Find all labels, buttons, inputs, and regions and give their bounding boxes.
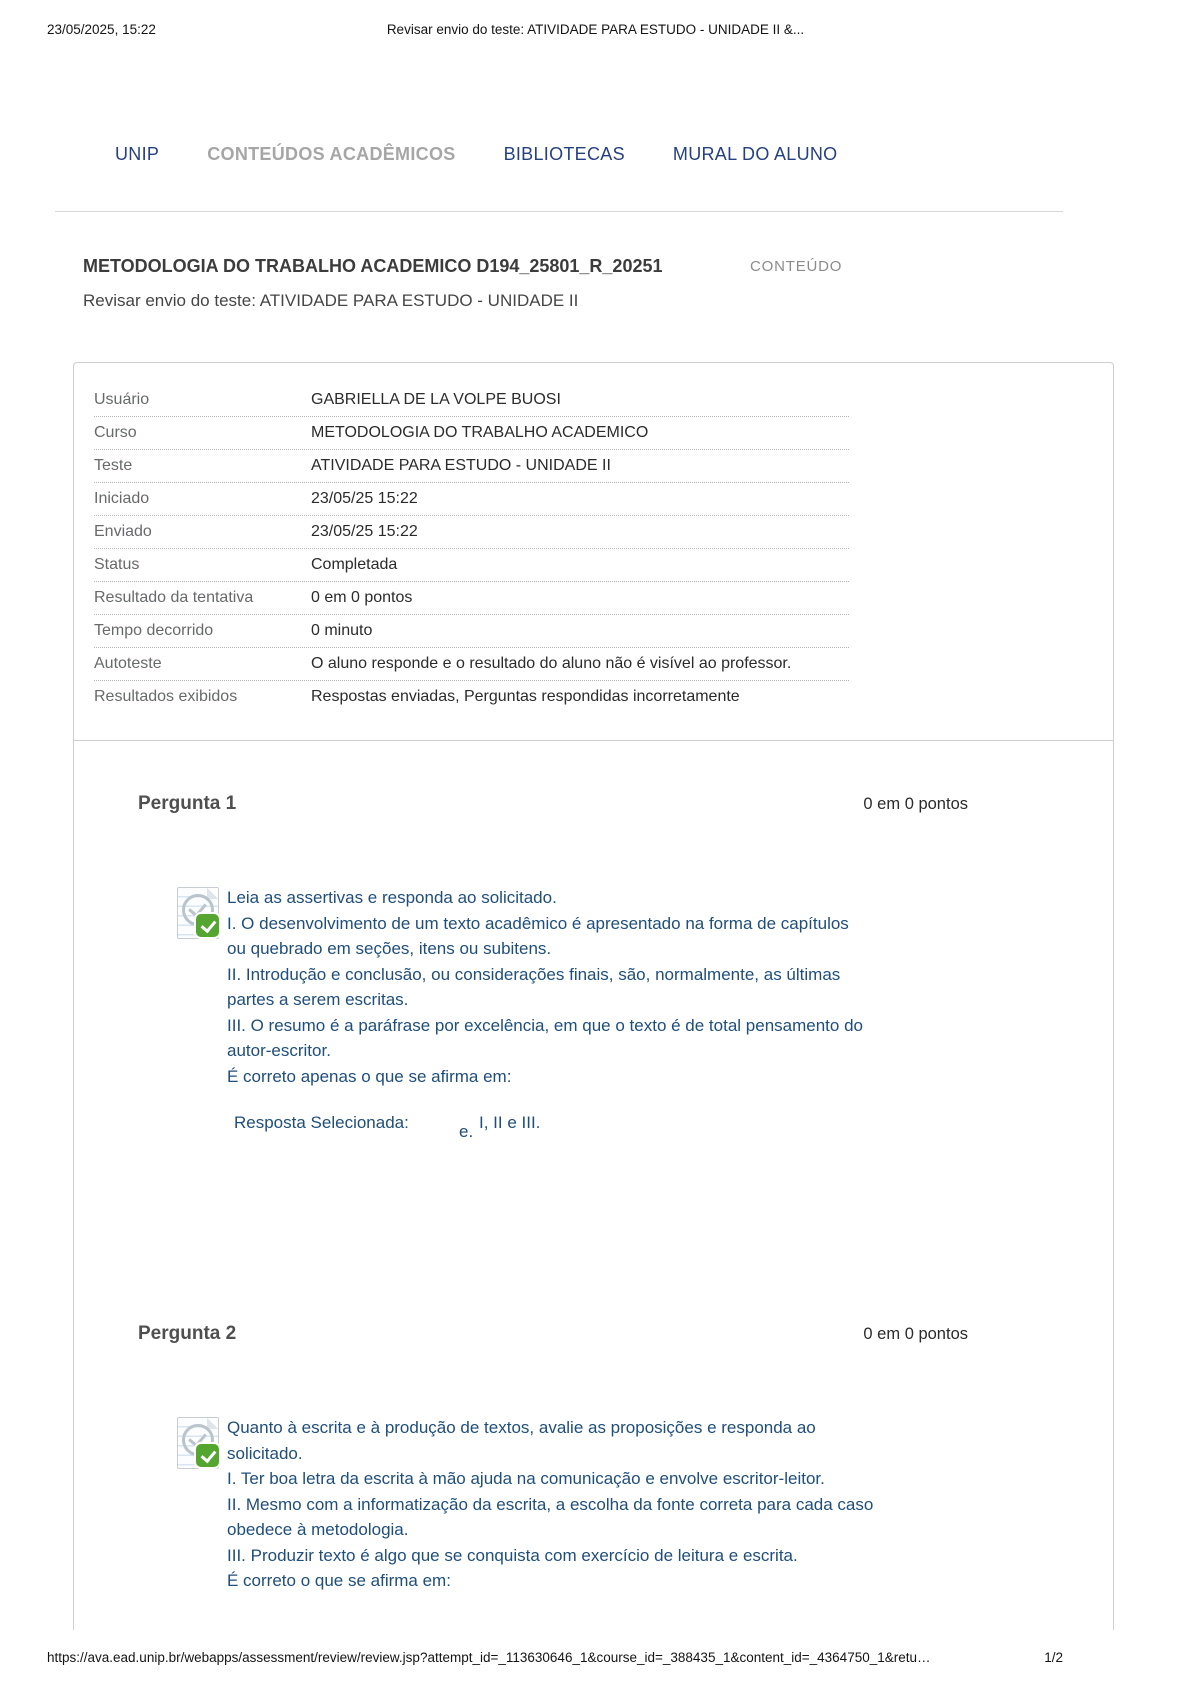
question-text-line: I. Ter boa letra da escrita à mão ajuda na comunicação e envolve escritor-leitor. — [227, 1469, 825, 1488]
info-value: GABRIELLA DE LA VOLPE BUOSI — [311, 391, 561, 408]
question-1-body — [177, 885, 957, 1089]
header-divider — [55, 211, 1063, 212]
submission-info-table — [74, 363, 1113, 741]
question-text-line: partes a serem escritas. — [227, 990, 409, 1009]
info-label: Curso — [94, 424, 137, 441]
question-text-line: ou quebrado em seções, itens ou subitens. — [227, 939, 552, 958]
question-text-line: Quanto à escrita e à produção de textos, avalie as proposições e responda ao — [227, 1418, 816, 1437]
info-label: Resultados exibidos — [94, 688, 238, 705]
review-panel — [73, 362, 1114, 1630]
info-label: Teste — [94, 457, 133, 474]
content-breadcrumb-label: CONTEÚDO — [750, 258, 843, 275]
info-label: Status — [94, 556, 140, 573]
course-title: METODOLOGIA DO TRABALHO ACADEMICO D194_25801_R_20251 — [83, 256, 663, 276]
info-value: 23/05/25 15:22 — [311, 523, 418, 540]
question-2-header — [74, 1323, 1113, 1345]
answer-label: Resposta Selecionada: — [234, 1113, 409, 1132]
question-text-line: autor-escritor. — [227, 1041, 331, 1060]
info-row-iniciado — [94, 483, 849, 516]
question-text-line: obedece à metodologia. — [227, 1520, 409, 1539]
info-row-tempo — [94, 615, 849, 648]
info-row-resultados-exibidos — [94, 681, 849, 713]
info-row-enviado — [94, 516, 849, 549]
info-row-status — [94, 549, 849, 582]
question-text — [227, 1415, 957, 1594]
top-nav — [115, 144, 837, 165]
course-header — [83, 256, 1113, 277]
info-value: 0 em 0 pontos — [311, 589, 413, 606]
question-text-line: Leia as assertivas e responda ao solicitado. — [227, 888, 557, 907]
question-text-line: III. Produzir texto é algo que se conquista com exercício de leitura e escrita. — [227, 1545, 798, 1565]
question-points: 0 em 0 pontos — [863, 1325, 968, 1343]
info-label: Resultado da tentativa — [94, 589, 254, 606]
info-value: METODOLOGIA DO TRABALHO ACADEMICO — [311, 424, 649, 441]
info-label: Iniciado — [94, 490, 150, 507]
question-1-section — [74, 793, 1113, 1141]
question-2-section — [74, 1323, 1113, 1590]
question-text-line: I. O desenvolvimento de um texto acadêmico é apresentado na forma de capítulos — [227, 913, 849, 933]
footer-url: https://ava.ead.unip.br/webapps/assessment/review/review.jsp?attempt_id=_113630646_1&course_id=_388435_1&content_id=_4364750_1&retu… — [47, 1650, 931, 1665]
info-row-autoteste — [94, 648, 849, 681]
question-text-line: III. O resumo é a paráfrase por excelência, em que o texto é de total pensamento do — [227, 1015, 863, 1035]
question-text-line: II. Mesmo com a informatização da escrita, a escolha da fonte correta para cada caso — [227, 1494, 874, 1514]
info-value: 23/05/25 15:22 — [311, 490, 418, 507]
info-label: Enviado — [94, 523, 152, 540]
answer-letter: e. — [459, 1122, 474, 1141]
info-row-curso — [94, 417, 849, 450]
info-row-usuario — [94, 384, 849, 417]
info-value: O aluno responde e o resultado do aluno não é visível ao professor. — [311, 655, 792, 672]
question-points: 0 em 0 pontos — [863, 795, 968, 813]
nav-item-conteudos-academicos[interactable]: CONTEÚDOS ACADÊMICOS — [207, 144, 456, 164]
info-row-teste — [94, 450, 849, 483]
info-value: Completada — [311, 556, 398, 573]
question-2-body — [177, 1415, 957, 1594]
question-note-check-icon — [177, 1417, 219, 1469]
green-check-badge-icon — [196, 914, 219, 937]
footer-page-indicator: 1/2 — [1044, 1650, 1063, 1665]
info-value: ATIVIDADE PARA ESTUDO - UNIDADE II — [311, 457, 611, 474]
info-label: Usuário — [94, 391, 150, 408]
question-text-line: solicitado. — [227, 1443, 303, 1463]
question-note-check-icon — [177, 887, 219, 939]
print-header-doc-title: Revisar envio do teste: ATIVIDADE PARA ESTUDO - UNIDADE II &... — [386, 22, 805, 37]
question-title: Pergunta 2 — [138, 1323, 237, 1344]
green-check-badge-icon — [196, 1444, 219, 1467]
question-1-header — [74, 793, 1113, 815]
nav-item-mural-do-aluno[interactable]: MURAL DO ALUNO — [672, 144, 838, 164]
question-text — [227, 885, 957, 1089]
info-row-resultado — [94, 582, 849, 615]
question-text-line: É correto o que se afirma em: — [227, 1571, 451, 1590]
info-value: 0 minuto — [311, 622, 373, 639]
nav-item-unip[interactable]: UNIP — [115, 144, 160, 164]
question-text-line: II. Introdução e conclusão, ou considerações finais, são, normalmente, as últimas — [227, 964, 841, 984]
info-value: Respostas enviadas, Perguntas respondidas incorretamente — [311, 688, 740, 705]
question-text-line: É correto apenas o que se afirma em: — [227, 1066, 512, 1086]
question-title: Pergunta 1 — [138, 793, 237, 814]
print-header-datetime: 23/05/2025, 15:22 — [47, 22, 156, 37]
info-label: Autoteste — [94, 655, 162, 672]
page-heading: Revisar envio do teste: ATIVIDADE PARA ESTUDO - UNIDADE II — [83, 291, 579, 310]
nav-item-bibliotecas[interactable]: BIBLIOTECAS — [503, 144, 625, 164]
info-label: Tempo decorrido — [94, 622, 214, 639]
answer-text: I, II e III. — [479, 1113, 541, 1132]
